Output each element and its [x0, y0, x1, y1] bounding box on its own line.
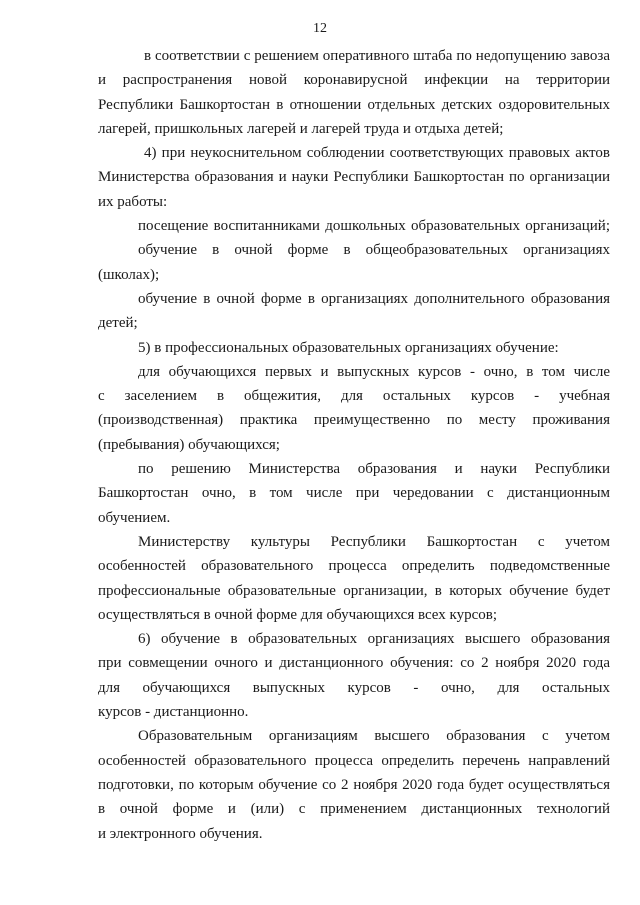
text-line: и распространения новой коронавирусной инфекции на территории	[98, 72, 610, 89]
text-line: обучение в очной форме в общеобразовательных организациях	[138, 242, 610, 259]
text-line: для обучающихся первых и выпускных курсов - очно, в том числе	[138, 363, 610, 380]
text-line: осуществляться в очной форме для обучающихся всех курсов;	[98, 606, 498, 623]
text-line: (производственная) практика преимущественно по месту проживания	[98, 412, 610, 429]
text-line: для обучающихся выпускных курсов - очно, для остальных	[98, 679, 610, 696]
text-line: и электронного обучения.	[98, 825, 263, 842]
text-line: детей;	[98, 315, 138, 332]
text-line: Министерству культуры Республики Башкортостан с учетом	[138, 533, 610, 550]
text-line: (школах);	[98, 266, 160, 283]
text-line: обучение в очной форме в организациях дополнительного образования	[138, 290, 610, 307]
text-line: Республики Башкортостан в отношении отдельных детских оздоровительных	[98, 96, 610, 113]
text-line: в соответствии с решением оперативного штаба по недопущению завоза	[144, 48, 610, 64]
document-body	[98, 44, 610, 846]
text-line: курсов - дистанционно.	[98, 704, 249, 721]
text-line: (пребывания) обучающихся;	[98, 436, 280, 453]
text-line: с заселением в общежития, для остальных курсов - учебная	[98, 388, 610, 405]
text-line: Башкортостан очно, в том числе при чередовании с дистанционным	[98, 485, 610, 502]
text-line: их работы:	[98, 193, 168, 210]
text-line: в очной форме и (или) с применением дистанционных технологий	[98, 801, 610, 818]
text-line: подготовки, по которым обучение со 2 ноября 2020 года будет осуществляться	[98, 776, 610, 793]
page-number: 12	[313, 21, 327, 36]
text-line: 4) при неукоснительном соблюдении соответствующих правовых актов	[144, 145, 610, 162]
text-line: Министерства образования и науки Республики Башкортостан по организации	[98, 169, 610, 186]
text-line: 6) обучение в образовательных организациях высшего образования	[138, 631, 610, 648]
text-line: обучением.	[98, 509, 171, 526]
text-line: по решению Министерства образования и науки Республики	[138, 461, 610, 478]
text-line: 5) в профессиональных образовательных организациях обучение:	[138, 339, 559, 356]
text-line: Образовательным организациям высшего образования с учетом	[138, 728, 610, 745]
text-line: особенностей образовательного процесса определить подведомственные	[98, 558, 610, 575]
text-line: профессиональные образовательные организации, в которых обучение будет	[98, 582, 610, 599]
text-line: посещение воспитанниками дошкольных образовательных организаций;	[138, 218, 610, 235]
text-line: особенностей образовательного процесса определить перечень направлений	[98, 752, 610, 769]
text-line: при совмещении очного и дистанционного обучения: со 2 ноября 2020 года	[98, 655, 610, 672]
text-line: лагерей, пришкольных лагерей и лагерей труда и отдыха детей;	[98, 120, 504, 137]
